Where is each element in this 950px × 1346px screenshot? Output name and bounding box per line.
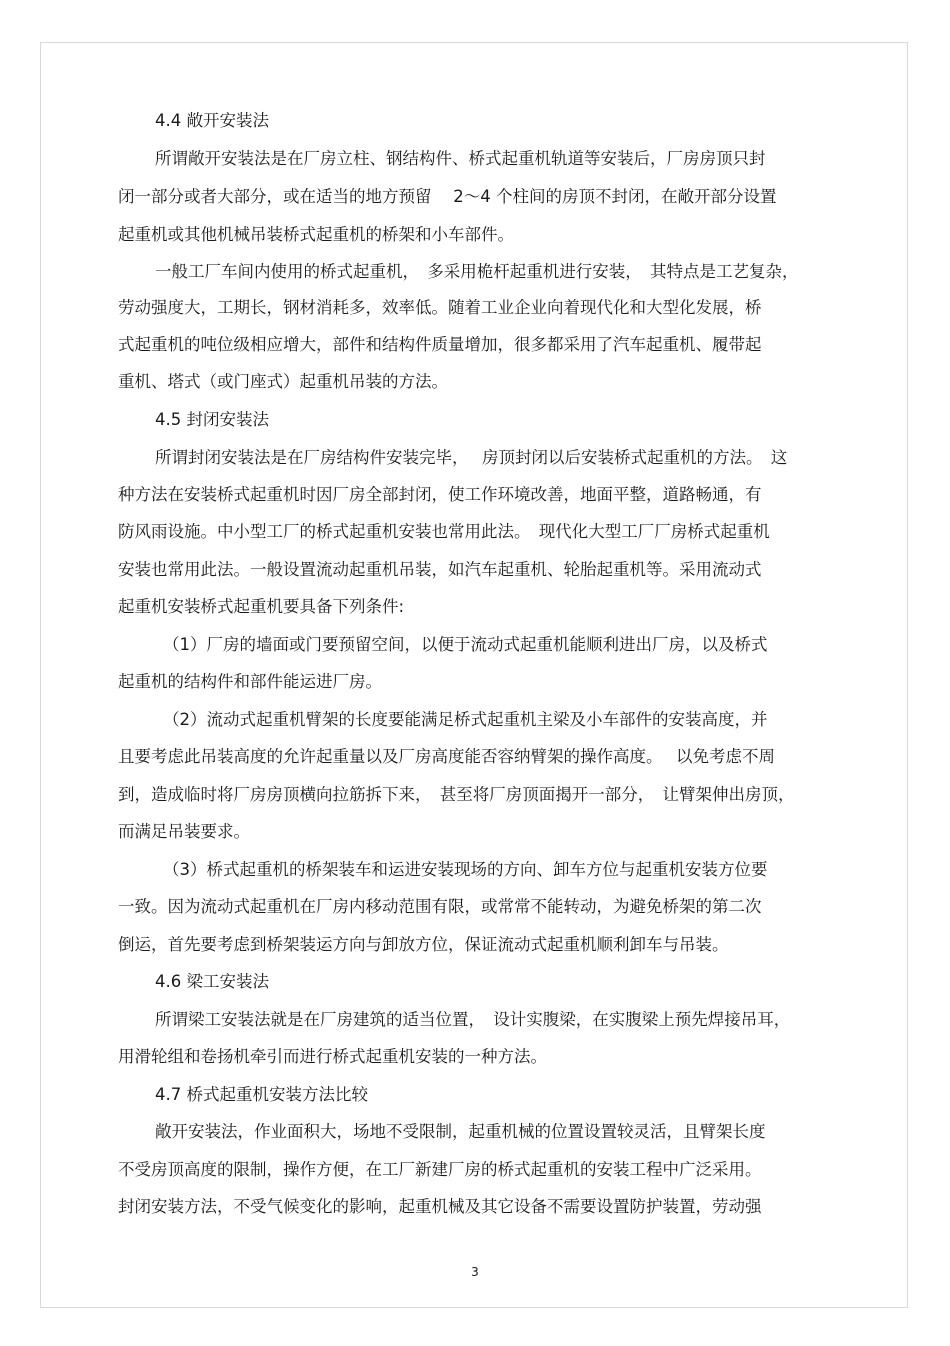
text-line: 所谓敞开安装法是在厂房立柱、钢结构件、桥式起重机轨道等安装后，厂房房顶只封 [155,149,766,168]
text-line: 封闭安装方法，不受气候变化的影响，起重机械及其它设备不需要设置防护装置，劳动强 [118,1197,762,1216]
text-line: 种方法在安装桥式起重机时因厂房全部封闭，使工作环境改善，地面平整，道路畅通，有 [118,485,762,504]
text-line: 倒运，首先要考虑到桥架装运方向与卸放方位，保证流动式起重机顺利卸车与吊装。 [118,935,729,954]
list-item-2: （2）流动式起重机臂架的长度要能满足桥式起重机主梁及小车部件的安装高度，并 [163,710,768,729]
text-line: 重机、塔式（或门座式）起重机吊装的方法。 [118,372,448,391]
text-line: 所谓梁工安装法就是在厂房建筑的适当位置， 设计实腹梁，在实腹梁上预先焊接吊耳， [155,1010,791,1029]
list-item-3: （3）桥式起重机的桥架装车和运进安装现场的方向、卸车方位与起重机安装方位要 [163,860,768,879]
text-line: 闭一部分或者大部分，或在适当的地方预留 2～4 个柱间的房顶不封闭，在敞开部分设置 [118,187,777,206]
heading-4-5: 4.5 封闭安装法 [155,410,269,429]
text-line: 一致。因为流动式起重机在厂房内移动范围有限，或常常不能转动，为避免桥架的第二次 [118,897,762,916]
text-line: 式起重机的吨位级相应增大，部件和结构件质量增加，很多都采用了汽车起重机、履带起 [118,335,762,354]
text-line: 安装也常用此法。一般设置流动起重机吊装，如汽车起重机、轮胎起重机等。采用流动式 [118,560,762,579]
list-item-1: （1）厂房的墙面或门要预留空间，以便于流动式起重机能顺利进出厂房，以及桥式 [163,635,768,654]
text-line: 不受房顶高度的限制，操作方便，在工厂新建厂房的桥式起重机的安装工程中广泛采用。 [118,1160,762,1179]
page-number: 3 [471,1265,479,1279]
text-line: 所谓封闭安装法是在厂房结构件安装完毕， 房顶封闭以后安装桥式起重机的方法。 这 [155,448,788,467]
text-line: 而满足吊装要求。 [118,822,250,841]
text-line: 起重机的结构件和部件能运进厂房。 [118,672,382,691]
text-line: 一般工厂车间内使用的桥式起重机， 多采用桅杆起重机进行安装， 其特点是工艺复杂， [155,262,799,281]
text-line: 起重机或其他机械吊装桥式起重机的桥架和小车部件。 [118,225,514,244]
heading-4-6: 4.6 梁工安装法 [155,972,269,991]
text-line: 敞开安装法，作业面积大，场地不受限制，起重机械的位置设置较灵活，且臂架长度 [155,1122,766,1141]
text-line: 用滑轮组和卷扬机牵引而进行桥式起重机安装的一种方法。 [118,1047,547,1066]
text-line: 且要考虑此吊装高度的允许起重量以及厂房高度能否容纳臂架的操作高度。 以免考虑不周 [118,747,775,766]
text-line: 起重机安装桥式起重机要具备下列条件: [118,597,405,616]
heading-4-7: 4.7 桥式起重机安装方法比较 [155,1085,368,1104]
text-line: 劳动强度大，工期长，钢材消耗多，效率低。随着工业企业向着现代化和大型化发展，桥 [118,298,762,317]
text-line: 到，造成临时将厂房房顶横向拉筋拆下来， 甚至将厂房顶面揭开一部分， 让臂架伸出房顶， [118,785,795,804]
text-line: 防风雨设施。中小型工厂的桥式起重机安装也常用此法。 现代化大型工厂厂房桥式起重机 [118,522,770,541]
heading-4-4: 4.4 敞开安装法 [155,111,269,130]
